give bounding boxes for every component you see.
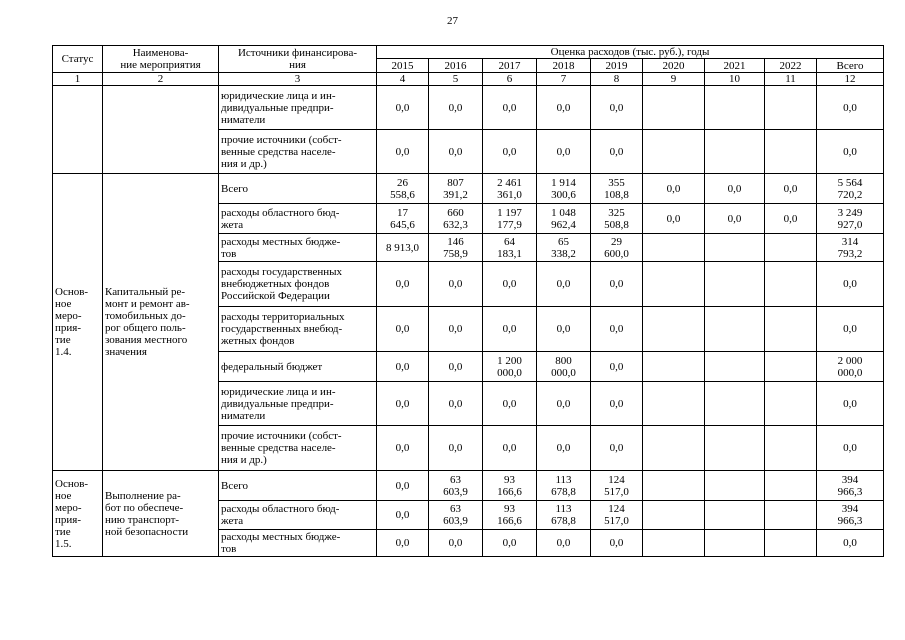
value-cell: 93 166,6 [483,501,537,530]
header-year: 2019 [591,59,643,73]
funding-source-cell: расходы местных бюдже- тов [219,234,377,262]
table-row [53,86,884,130]
value-cell: 0,0 [591,530,643,557]
value-cell: 0,0 [591,382,643,426]
budget-table [52,45,884,557]
value-cell: 0,0 [817,426,884,471]
table-header [53,46,884,86]
empty-value-cell [765,130,817,174]
value-cell: 0,0 [429,426,483,471]
activity-name-cell: Капитальный ре- монт и ремонт ав- томобильных до- рог общего поль- зования местного значения [103,174,219,471]
empty-value-cell [765,382,817,426]
header-year: 2017 [483,59,537,73]
value-cell: 807 391,2 [429,174,483,204]
value-cell: 0,0 [643,174,705,204]
funding-source-cell: федеральный бюджет [219,352,377,382]
status-cell [53,86,103,174]
empty-value-cell [643,86,705,130]
header-year: 2015 [377,59,429,73]
empty-value-cell [765,471,817,501]
value-cell: 0,0 [765,174,817,204]
funding-source-cell: юридические лица и ин- дивидуальные предпри- ниматели [219,86,377,130]
value-cell: 0,0 [429,352,483,382]
empty-value-cell [705,262,765,307]
header-year: Всего [817,59,884,73]
value-cell: 0,0 [429,382,483,426]
table-row [53,471,884,501]
value-cell: 63 603,9 [429,471,483,501]
header-year: 2021 [705,59,765,73]
empty-value-cell [765,307,817,352]
funding-source-cell: расходы областного бюд- жета [219,501,377,530]
funding-source-cell: расходы государственных внебюджетных фондов Российской Федерации [219,262,377,307]
empty-value-cell [643,471,705,501]
column-number: 12 [817,73,884,86]
value-cell: 1 048 962,4 [537,204,591,234]
value-cell: 124 517,0 [591,501,643,530]
header-sources: Источники финансирова- ния [219,46,377,73]
value-cell: 64 183,1 [483,234,537,262]
status-cell: Основ- ное меро- прия- тие 1.4. [53,174,103,471]
value-cell: 2 000 000,0 [817,352,884,382]
value-cell: 0,0 [429,86,483,130]
header-year: 2016 [429,59,483,73]
value-cell: 0,0 [591,86,643,130]
empty-value-cell [765,501,817,530]
empty-value-cell [643,352,705,382]
header-year: 2020 [643,59,705,73]
value-cell: 8 913,0 [377,234,429,262]
empty-value-cell [765,86,817,130]
status-cell: Основ- ное меро- прия- тие 1.5. [53,471,103,557]
column-number: 1 [53,73,103,86]
value-cell: 0,0 [643,204,705,234]
empty-value-cell [705,130,765,174]
value-cell: 0,0 [817,307,884,352]
value-cell: 63 603,9 [429,501,483,530]
value-cell: 1 197 177,9 [483,204,537,234]
empty-value-cell [705,234,765,262]
table-row [53,174,884,204]
value-cell: 113 678,8 [537,501,591,530]
activity-name-cell: Выполнение ра- бот по обеспече- нию транспорт- ной безопасности [103,471,219,557]
funding-source-cell: расходы областного бюд- жета [219,204,377,234]
value-cell: 800 000,0 [537,352,591,382]
empty-value-cell [705,352,765,382]
empty-value-cell [765,426,817,471]
empty-value-cell [705,426,765,471]
activity-name-cell [103,86,219,174]
value-cell: 0,0 [483,307,537,352]
column-number: 9 [643,73,705,86]
header-year: 2018 [537,59,591,73]
header-estimate: Оценка расходов (тыс. руб.), годы [377,46,884,59]
value-cell: 0,0 [377,130,429,174]
column-number: 11 [765,73,817,86]
funding-source-cell: расходы местных бюдже- тов [219,530,377,557]
value-cell: 0,0 [705,204,765,234]
page-number: 27 [447,15,458,27]
column-number: 4 [377,73,429,86]
value-cell: 0,0 [377,307,429,352]
table-body [53,86,884,557]
funding-source-cell: прочие источники (собст- венные средства населе- ния и др.) [219,130,377,174]
value-cell: 0,0 [537,262,591,307]
value-cell: 0,0 [483,530,537,557]
value-cell: 3 249 927,0 [817,204,884,234]
value-cell: 0,0 [537,307,591,352]
value-cell: 0,0 [705,174,765,204]
value-cell: 1 200 000,0 [483,352,537,382]
empty-value-cell [643,501,705,530]
value-cell: 355 108,8 [591,174,643,204]
value-cell: 0,0 [377,382,429,426]
value-cell: 17 645,6 [377,204,429,234]
value-cell: 65 338,2 [537,234,591,262]
value-cell: 113 678,8 [537,471,591,501]
empty-value-cell [765,234,817,262]
column-number: 3 [219,73,377,86]
value-cell: 0,0 [537,426,591,471]
value-cell: 0,0 [377,262,429,307]
value-cell: 394 966,3 [817,501,884,530]
value-cell: 0,0 [817,530,884,557]
value-cell: 93 166,6 [483,471,537,501]
value-cell: 0,0 [377,86,429,130]
value-cell: 0,0 [817,86,884,130]
value-cell: 1 914 300,6 [537,174,591,204]
empty-value-cell [643,382,705,426]
value-cell: 0,0 [817,130,884,174]
empty-value-cell [643,130,705,174]
value-cell: 0,0 [537,530,591,557]
value-cell: 0,0 [483,426,537,471]
value-cell: 314 793,2 [817,234,884,262]
value-cell: 0,0 [483,86,537,130]
funding-source-cell: Всего [219,471,377,501]
empty-value-cell [643,234,705,262]
value-cell: 325 508,8 [591,204,643,234]
header-status: Статус [53,46,103,73]
value-cell: 0,0 [429,530,483,557]
value-cell: 0,0 [591,130,643,174]
value-cell: 660 632,3 [429,204,483,234]
empty-value-cell [643,262,705,307]
value-cell: 0,0 [817,262,884,307]
column-number: 7 [537,73,591,86]
empty-value-cell [643,426,705,471]
column-number: 6 [483,73,537,86]
value-cell: 0,0 [591,262,643,307]
funding-source-cell: Всего [219,174,377,204]
value-cell: 0,0 [377,426,429,471]
empty-value-cell [765,352,817,382]
empty-value-cell [705,86,765,130]
empty-value-cell [705,382,765,426]
value-cell: 0,0 [377,352,429,382]
column-numbers-row [53,73,884,86]
value-cell: 0,0 [537,86,591,130]
value-cell: 2 461 361,0 [483,174,537,204]
empty-value-cell [765,262,817,307]
funding-source-cell: юридические лица и ин- дивидуальные предпри- ниматели [219,382,377,426]
value-cell: 0,0 [591,352,643,382]
value-cell: 0,0 [765,204,817,234]
value-cell: 29 600,0 [591,234,643,262]
empty-value-cell [705,471,765,501]
empty-value-cell [705,307,765,352]
column-number: 5 [429,73,483,86]
value-cell: 0,0 [483,130,537,174]
value-cell: 0,0 [537,382,591,426]
empty-value-cell [705,530,765,557]
empty-value-cell [643,530,705,557]
value-cell: 0,0 [377,530,429,557]
value-cell: 0,0 [429,307,483,352]
value-cell: 0,0 [429,262,483,307]
value-cell: 0,0 [817,382,884,426]
value-cell: 0,0 [377,501,429,530]
empty-value-cell [765,530,817,557]
header-name: Наименова- ние мероприятия [103,46,219,73]
value-cell: 26 558,6 [377,174,429,204]
value-cell: 0,0 [483,382,537,426]
empty-value-cell [705,501,765,530]
value-cell: 0,0 [429,130,483,174]
funding-source-cell: прочие источники (собст- венные средства населе- ния и др.) [219,426,377,471]
header-year: 2022 [765,59,817,73]
value-cell: 394 966,3 [817,471,884,501]
value-cell: 0,0 [483,262,537,307]
column-number: 8 [591,73,643,86]
funding-source-cell: расходы территориальных государственных внебюд- жетных фондов [219,307,377,352]
value-cell: 0,0 [377,471,429,501]
empty-value-cell [643,307,705,352]
value-cell: 124 517,0 [591,471,643,501]
column-number: 2 [103,73,219,86]
value-cell: 0,0 [591,307,643,352]
value-cell: 0,0 [591,426,643,471]
value-cell: 5 564 720,2 [817,174,884,204]
value-cell: 0,0 [537,130,591,174]
value-cell: 146 758,9 [429,234,483,262]
column-number: 10 [705,73,765,86]
